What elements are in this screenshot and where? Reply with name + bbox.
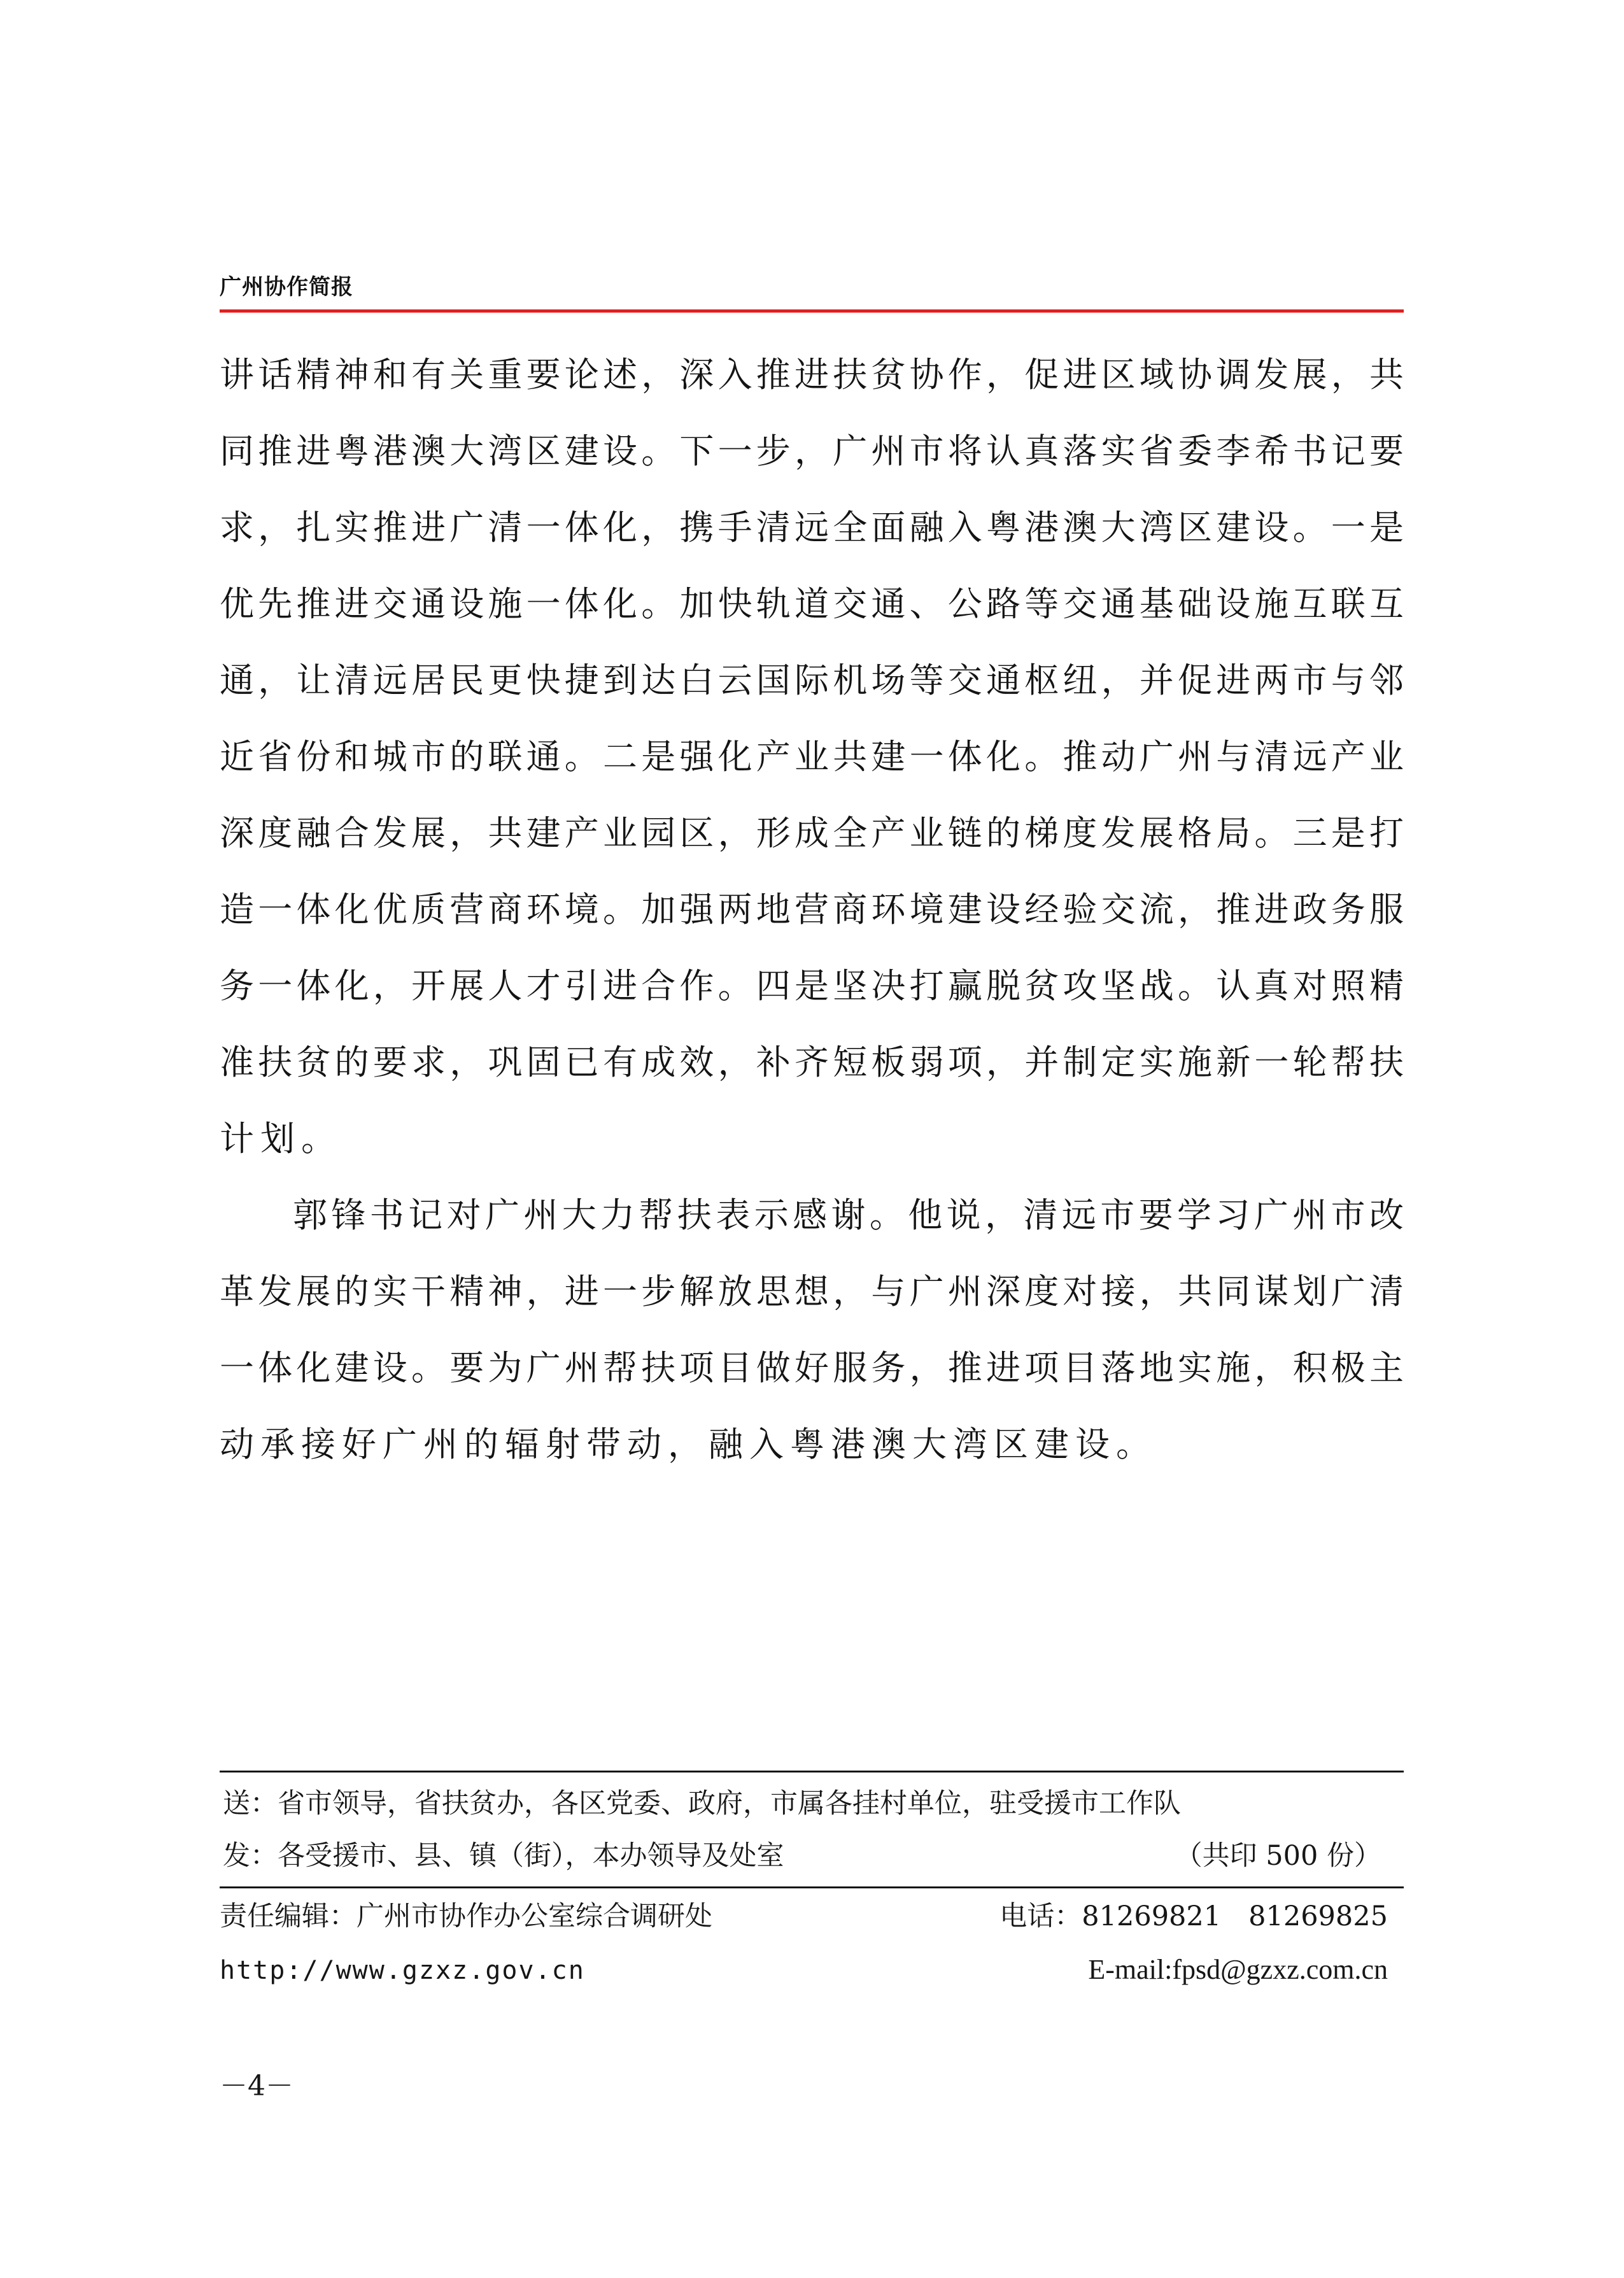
- body-line: 计划。: [220, 1119, 342, 1159]
- contact-phone: 电话：81269821 81269825: [999, 1900, 1388, 1932]
- body-line: 深度融合发展，共建产业园区，形成全产业链的梯度发展格局。三是打: [220, 813, 1404, 853]
- body-line: 同推进粤港澳大湾区建设。下一步，广州市将认真落实省委李希书记要: [220, 431, 1404, 471]
- distribution-bottom-rule: [220, 1886, 1404, 1888]
- issue-to-line: [223, 1839, 1381, 1873]
- web-contact-line: [220, 1953, 1388, 1987]
- page-number: －4－: [220, 2070, 293, 2102]
- print-count: （共印 500 份）: [1175, 1840, 1381, 1872]
- bulletin-header-title: 广州协作简报: [220, 274, 353, 300]
- body-line: 务一体化，开展人才引进合作。四是坚决打赢脱贫攻坚战。认真对照精: [220, 966, 1404, 1006]
- body-line: 动承接好广州的辐射带动，融入粤港澳大湾区建设。: [220, 1424, 1157, 1464]
- body-line: 一体化建设。要为广州帮扶项目做好服务，推进项目落地实施，积极主: [220, 1348, 1404, 1388]
- send-to-line: 送：省市领导，省扶贫办，各区党委、政府，市属各挂村单位，驻受援市工作队: [223, 1788, 1181, 1820]
- body-line: 革发展的实干精神，进一步解放思想，与广州深度对接，共同谋划广清: [220, 1271, 1404, 1312]
- body-line: 造一体化优质营商环境。加强两地营商环境建设经验交流，推进政务服: [220, 889, 1404, 930]
- body-line: 近省份和城市的联通。二是强化产业共建一体化。推动广州与清远产业: [220, 737, 1404, 777]
- responsible-editor: 责任编辑：广州市协作办公室综合调研处: [220, 1900, 712, 1932]
- header-red-rule: [220, 309, 1404, 313]
- distribution-top-rule: [220, 1771, 1404, 1772]
- website-link[interactable]: http://www.gzxz.gov.cn: [220, 1956, 585, 1985]
- body-line: 优先推进交通设施一体化。加快轨道交通、公路等交通基础设施互联互: [220, 584, 1404, 624]
- editor-line: [220, 1899, 1388, 1934]
- body-line: 准扶贫的要求，巩固已有成效，补齐短板弱项，并制定实施新一轮帮扶: [220, 1042, 1404, 1082]
- body-line: 通，让清远居民更快捷到达白云国际机场等交通枢纽，并促进两市与邻: [220, 660, 1404, 700]
- email-link[interactable]: E-mail:fpsd@gzxz.com.cn: [1088, 1954, 1388, 1985]
- body-line: 郭锋书记对广州大力帮扶表示感谢。他说，清远市要学习广州市改: [293, 1195, 1404, 1235]
- issue-to-text: 发：各受援市、县、镇（街），本办领导及处室: [223, 1840, 784, 1872]
- body-line: 求，扎实推进广清一体化，携手清远全面融入粤港澳大湾区建设。一是: [220, 507, 1404, 548]
- body-line: 讲话精神和有关重要论述，深入推进扶贫协作，促进区域协调发展，共: [220, 355, 1404, 395]
